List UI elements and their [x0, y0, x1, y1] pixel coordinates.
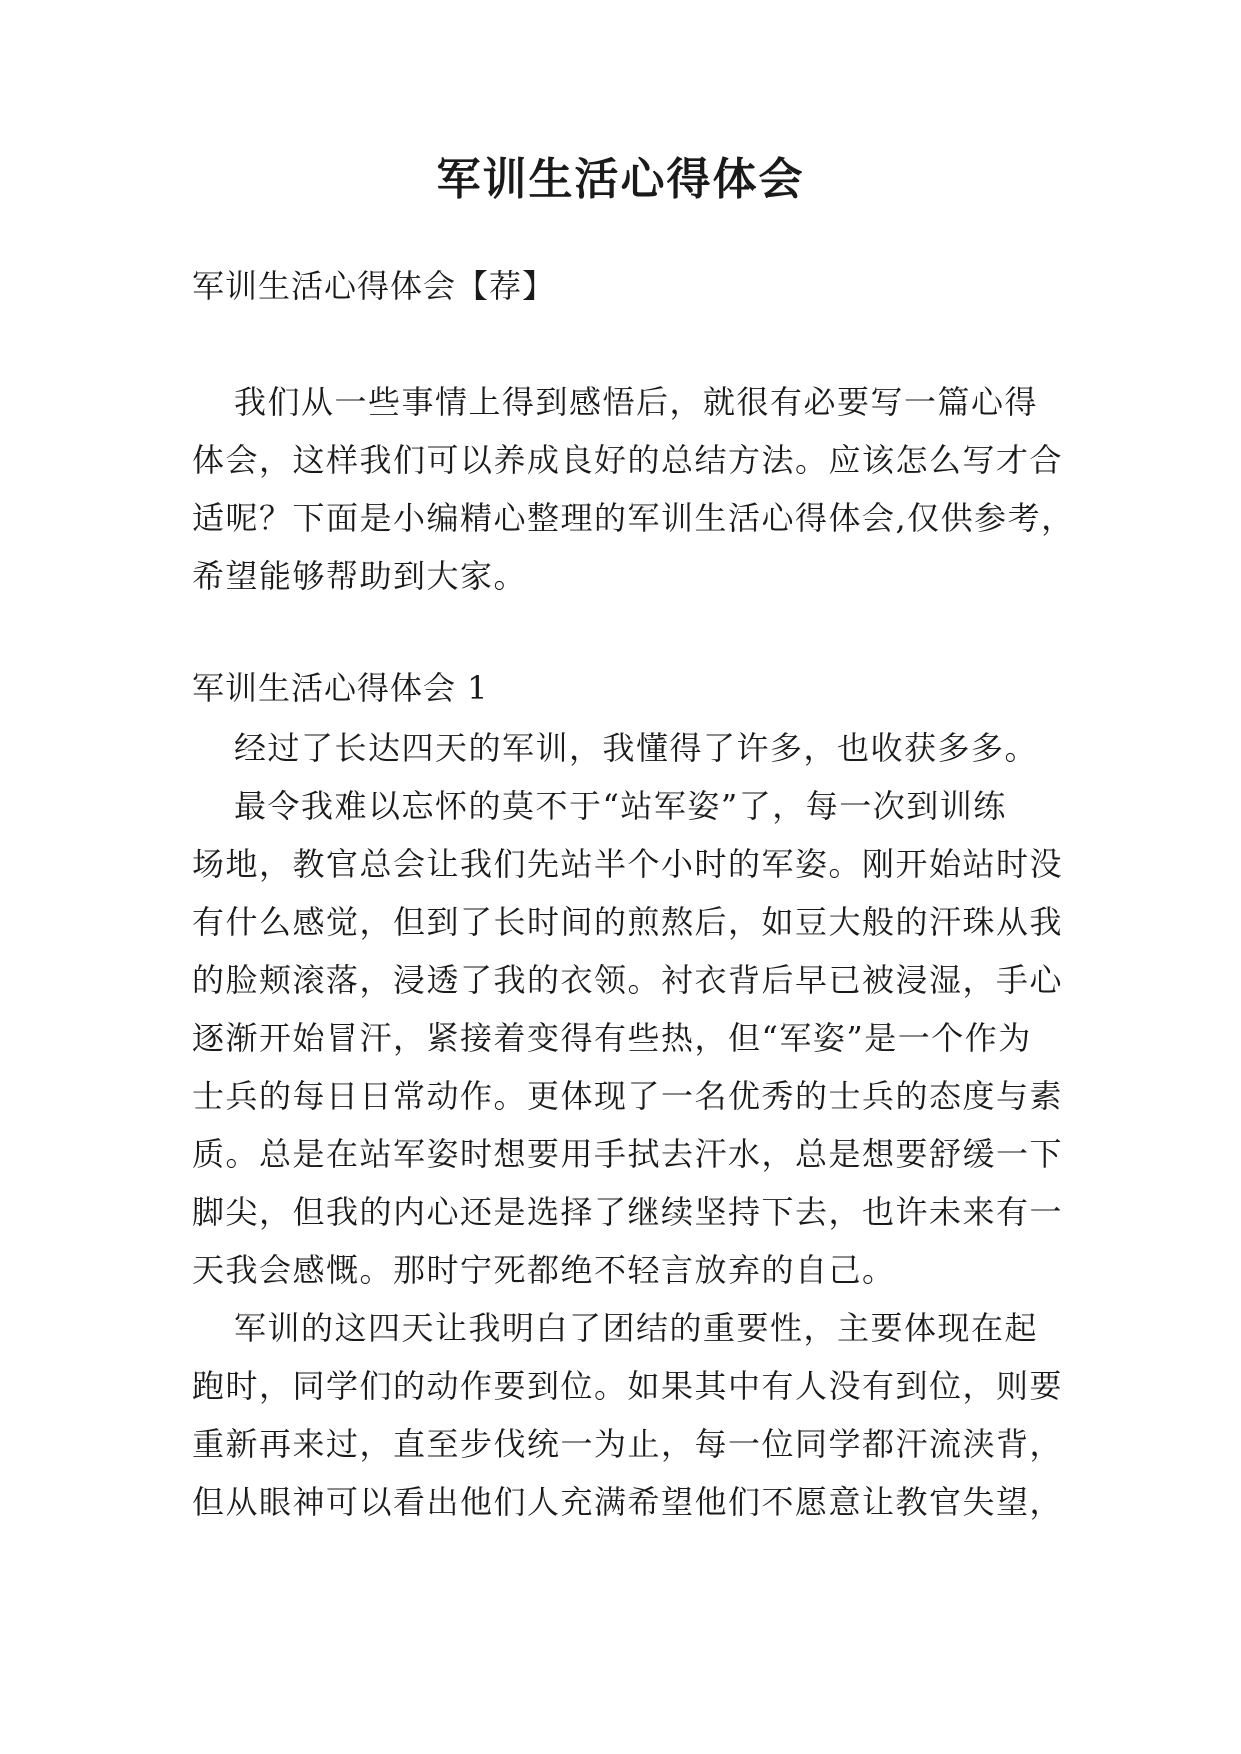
section-line: 的脸颊滚落，浸透了我的衣领。衬衣背后早已被浸湿，手心: [192, 961, 1064, 999]
section-line: 重新再来过，直至步伐统一为止，每一位同学都汗流浃背，: [192, 1425, 1064, 1463]
section-line: 质。总是在站军姿时想要用手拭去汗水，总是想要舒缓一下: [192, 1135, 1064, 1173]
intro-line: 体会，这样我们可以养成良好的总结方法。应该怎么写才合: [192, 441, 1064, 479]
document-title: 军训生活心得体会: [436, 154, 805, 205]
section-line: 有什么感觉，但到了长时间的煎熬后，如豆大般的汗珠从我: [192, 903, 1064, 941]
document-subtitle: 军训生活心得体会【荐】: [192, 267, 556, 305]
section-line: 天我会感慨。那时宁死都绝不轻言放弃的自己。: [192, 1251, 896, 1289]
section-line: 逐渐开始冒汗，紧接着变得有些热，但“军姿”是一个作为: [192, 1019, 1032, 1057]
intro-line: 适呢？下面是小编精心整理的军训生活心得体会,仅供参考，: [192, 499, 1075, 537]
section-line: 经过了长达四天的军训，我懂得了许多，也收获多多。: [234, 729, 1039, 767]
section-heading: 军训生活心得体会 1: [192, 669, 489, 707]
section-line: 跑时，同学们的动作要到位。如果其中有人没有到位，则要: [192, 1367, 1064, 1405]
section-line: 脚尖，但我的内心还是选择了继续坚持下去，也许未来有一: [192, 1193, 1064, 1231]
section-line: 军训的这四天让我明白了团结的重要性，主要体现在起: [234, 1309, 1039, 1347]
intro-line: 我们从一些事情上得到感悟后，就很有必要写一篇心得: [234, 383, 1039, 421]
section-line: 最令我难以忘怀的莫不于“站军姿”了，每一次到训练: [234, 787, 1007, 825]
intro-line: 希望能够帮助到大家。: [192, 557, 528, 595]
section-line: 但从眼神可以看出他们人充满希望他们不愿意让教官失望，: [192, 1483, 1064, 1521]
section-line: 场地，教官总会让我们先站半个小时的军姿。刚开始站时没: [192, 845, 1064, 883]
section-line: 士兵的每日日常动作。更体现了一名优秀的士兵的态度与素: [192, 1077, 1064, 1115]
